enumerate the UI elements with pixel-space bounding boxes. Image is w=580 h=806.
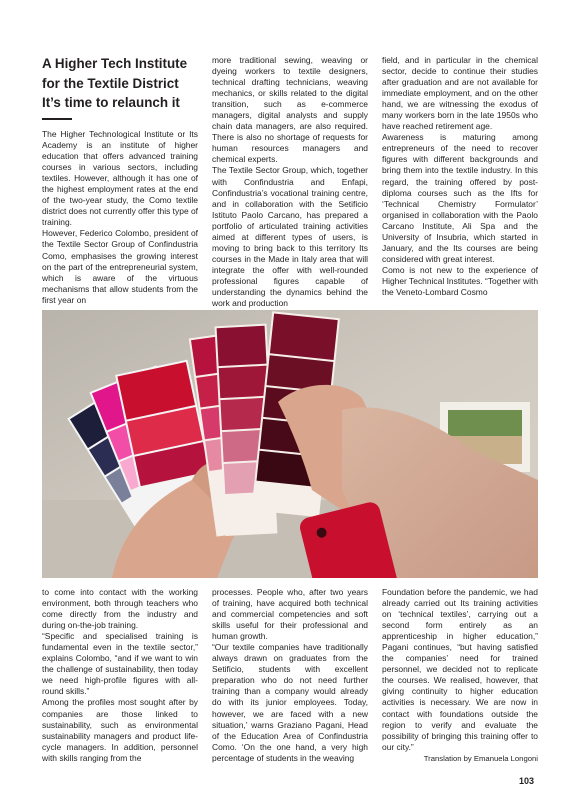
paragraph: to come into contact with the working environment, both through teachers who come directly from the industry and during on-the-job training. bbox=[42, 587, 198, 631]
title-rule bbox=[42, 118, 72, 120]
title-line-3: It’s time to relaunch it bbox=[42, 95, 180, 110]
text-column-bottom-2 bbox=[212, 587, 368, 764]
color-swatch-fan-photo bbox=[42, 310, 538, 578]
paragraph: The Higher Technological Institute or Its Academy is an institute of higher education that offers advanced training courses in various sectors, including textiles. However, although it has one of the highest employment rates at the end of the two-year study, the Como textile district does not currently offer this type of training. bbox=[42, 129, 199, 228]
text-column-bottom-3 bbox=[382, 587, 538, 764]
paragraph: processes. People who, after two years of training, have acquired both technical and commercial competencies and soft skills useful for their professional and human growth. bbox=[212, 587, 368, 642]
paragraph: However, Federico Colombo, president of the Textile Sector Group of Confindustria Como, emphasises the growing interest on the part of the entrepreneurial system, which is aware of the virtuous mechanisms that allow students from the first year on bbox=[42, 228, 198, 305]
photo-illustration bbox=[42, 310, 538, 578]
text-column-top-1 bbox=[42, 129, 198, 306]
paragraph: Among the profiles most sought after by companies are those linked to sustainability, such as environmental sustainability managers and product life-cycle managers. In addition, personnel with skills ranging from the bbox=[42, 697, 198, 763]
title-line-1: A Higher Tech Institute bbox=[42, 56, 188, 71]
paragraph: “Our textile companies have traditionally always drawn on graduates from the Setificio, students with excellent preparation who do not need further training than a company would already do with its junior employees. Today, however, we are faced with a new situation,’ warns Graziano Pagani, Head of the Education Area of Confindustria Como. ‘On the one hand, a very high percentage of students in the weaving bbox=[212, 642, 368, 763]
title-line-2: for the Textile District bbox=[42, 75, 179, 91]
paragraph: Foundation before the pandemic, we had already carried out Its training activities on ‘technical textiles’, carrying out a second form entirely as an apprenticeship in higher education,” Pagani continues, “but having satisfied the companies’ need for trained personnel, we decided not to replicate the courses. We realised, however, that giving continuity to higher education activities is necessary. We are now in contact with foundations outside the region to verify and evaluate the possibility of bringing this training offer to our city.” bbox=[382, 587, 538, 752]
page-number: 103 bbox=[519, 776, 535, 786]
text-column-top-2 bbox=[212, 55, 368, 309]
text-column-bottom-1 bbox=[42, 587, 198, 764]
article-title bbox=[42, 54, 202, 113]
translation-credit: Translation by Emanuela Longoni bbox=[423, 753, 538, 763]
text-column-top-3 bbox=[382, 55, 538, 298]
paragraph: “Specific and specialised training is fundamental even in the textile sector,” explains Colombo, “and if we want to win the challenge of sustainability, then today we need high-profile figures with all-round skills.” bbox=[42, 631, 198, 697]
paragraph: The Textile Sector Group, which, together with Confindustria and Enfapi, Confindustria’s vocational training centre, and in collaboration with the Setificio Istituto Paolo Carcano, has prepared a portfolio of articulated training activities aimed at different types of users, is moving to bring back to this territory Its courses in the Made in Italy area that will integrate the offer with well-rounded professional figures capable of understanding the dynamics behind the work and production bbox=[212, 165, 368, 309]
paragraph: Awareness is maturing among entrepreneurs of the need to recover figures with different backgrounds and bring them into the textile industry. In this regard, the training offered by post-diploma courses such as the Ifts for ‘Technical Chemistry Formulator’ organised in collaboration with the Paolo Carcano Institute, Ali Spa and the University of Insubria, which started in January, and the Its courses are being considered with great interest. bbox=[382, 132, 538, 264]
paragraph: field, and in particular in the chemical sector, decide to continue their studies after graduation and are not available for immediate employment, and on the other hand, we are witnessing the exodus of many workers born in the late 1950s who have reached retirement age. bbox=[382, 55, 538, 132]
paragraph: more traditional sewing, weaving or dyeing workers to textile designers, technical drafting technicians, weaving mechanics, or skills related to the digital transition, such as e-commerce managers, digital analysts and supply chain data managers, are also required. There is also no shortage of requests for human resources managers and chemical experts. bbox=[212, 55, 368, 165]
paragraph: Como is not new to the experience of Higher Technical Institutes. “Together with the Veneto-Lombard Cosmo bbox=[382, 264, 539, 297]
